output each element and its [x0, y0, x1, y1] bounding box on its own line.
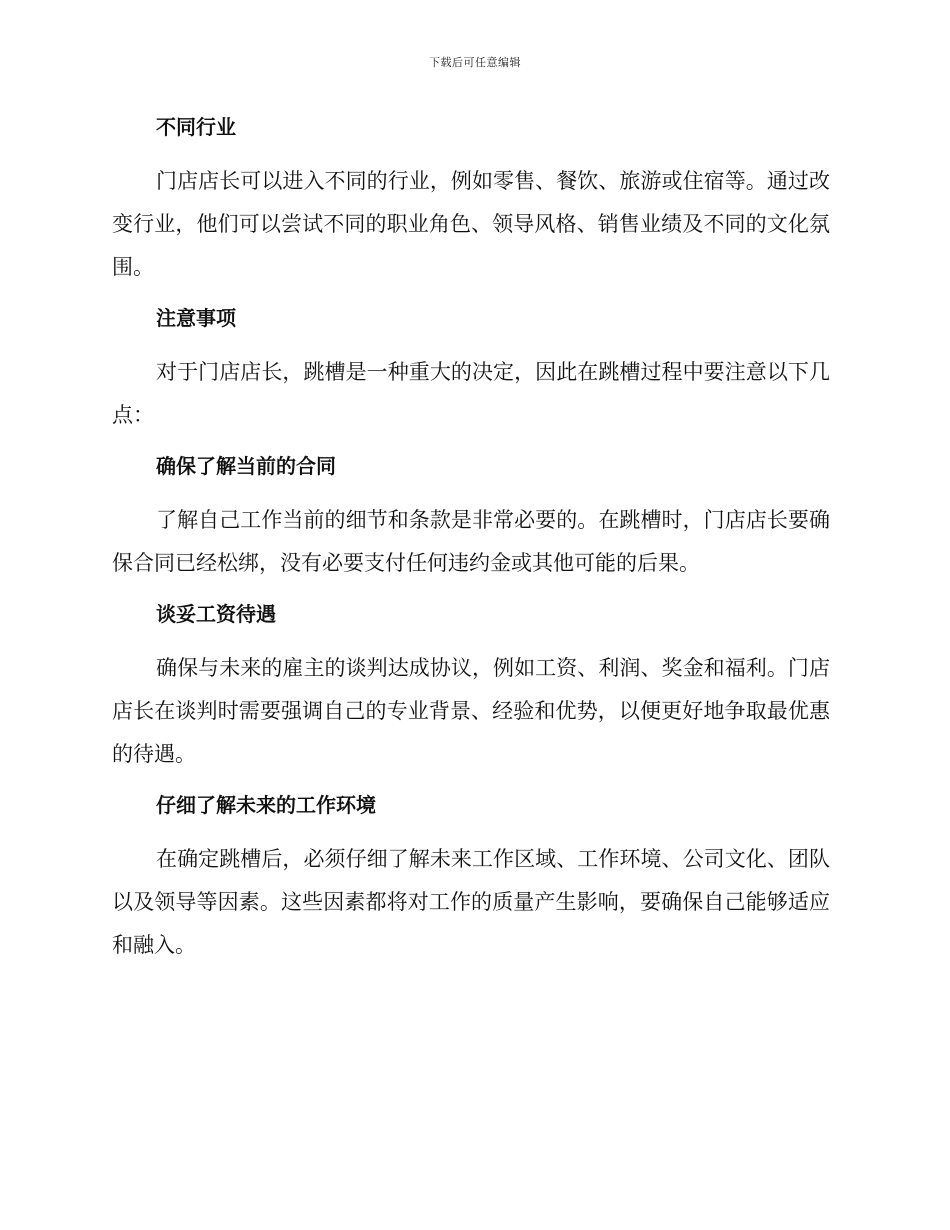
- section-paragraph-contract: 了解自己工作当前的细节和条款是非常必要的。在跳槽时，门店店长要确保合同已经松绑，没有必要支付任何违约金或其他可能的后果。: [112, 508, 830, 575]
- section-paragraph-work-environment: 在确定跳槽后，必须仔细了解未来工作区域、工作环境、公司文化、团队以及领导等因素。这些因素都将对工作的质量产生影响，要确保自己能够适应和融入。: [112, 847, 830, 957]
- section-paragraph-salary: 确保与未来的雇主的谈判达成协议，例如工资、利润、奖金和福利。门店店长在谈判时需要强调自己的专业背景、经验和优势，以便更好地争取最优惠的待遇。: [112, 656, 830, 766]
- section-heading-contract: 确保了解当前的合同: [156, 454, 336, 478]
- section-paragraph-different-industry: 门店店长可以进入不同的行业，例如零售、餐饮、旅游或住宿等。通过改变行业，他们可以尝试不同的职业角色、领导风格、销售业绩及不同的文化氛围。: [112, 169, 830, 279]
- header-note: 下载后可任意编辑: [429, 56, 521, 69]
- section-heading-work-environment: 仔细了解未来的工作环境: [156, 793, 376, 817]
- section-heading-different-industry: 不同行业: [156, 115, 236, 139]
- section-paragraph-precautions: 对于门店店长，跳槽是一种重大的决定，因此在跳槽过程中要注意以下几点：: [112, 360, 830, 427]
- section-heading-precautions: 注意事项: [156, 306, 236, 330]
- section-heading-salary: 谈妥工资待遇: [156, 602, 276, 626]
- document-body: [112, 112, 830, 981]
